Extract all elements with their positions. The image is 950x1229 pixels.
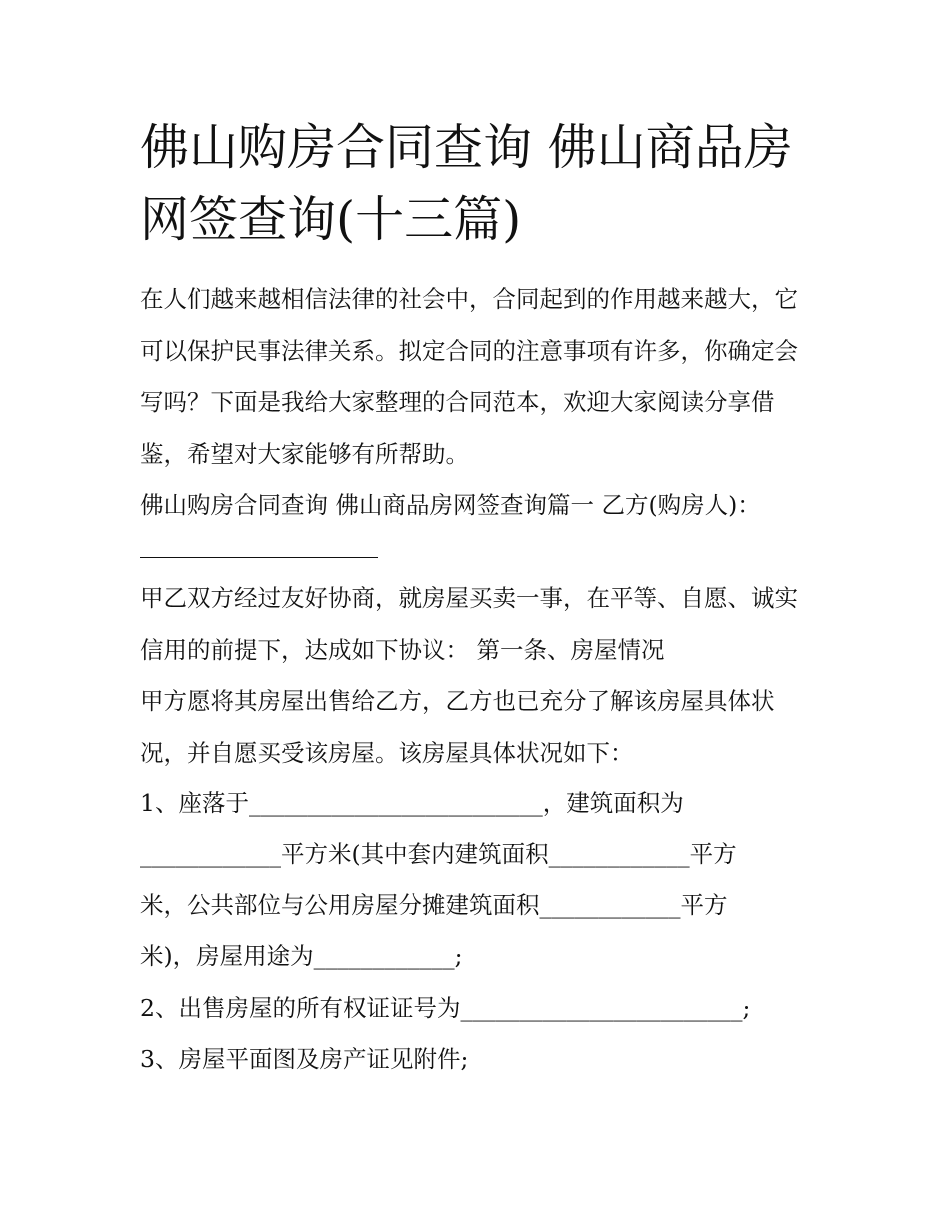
agreement-paragraph: 甲乙双方经过友好协商，就房屋买卖一事，在平等、自愿、诚实信用的前提下，达成如下协议： 第一条、房屋情况 [140,584,798,664]
item-1-line-4: 米)，房屋用途为____________; [140,942,463,970]
item-1-line-3: 米，公共部位与公用房屋分摊建筑面积____________平方 [140,891,728,919]
document-title: 佛山购房合同查询 佛山商品房网签查询(十三篇) [140,119,793,248]
house-description-paragraph: 甲方愿将其房屋出售给乙方，乙方也已充分了解该房屋具体状况，并自愿买受该房屋。该房屋具体状况如下： [140,687,775,767]
section-heading: 佛山购房合同查询 佛山商品房网签查询篇一 乙方(购房人)： [140,491,761,519]
item-1-line-2: ____________平方米(其中套内建筑面积____________平方 [140,840,737,868]
item-3: 3、房屋平面图及房产证见附件; [140,1045,469,1073]
item-1-line-1: 1、座落于_________________________，建筑面积为 [140,789,684,817]
intro-paragraph: 在人们越来越相信法律的社会中，合同起到的作用越来越大，它可以保护民事法律关系。拟定合同的注意事项有许多，你确定会写吗？下面是我给大家整理的合同范本，欢迎大家阅读分享借鉴，希望对大家能够有所帮助。 [140,285,798,468]
item-2: 2、出售房屋的所有权证证号为________________________; [140,994,751,1022]
signature-blank-line [140,557,378,558]
